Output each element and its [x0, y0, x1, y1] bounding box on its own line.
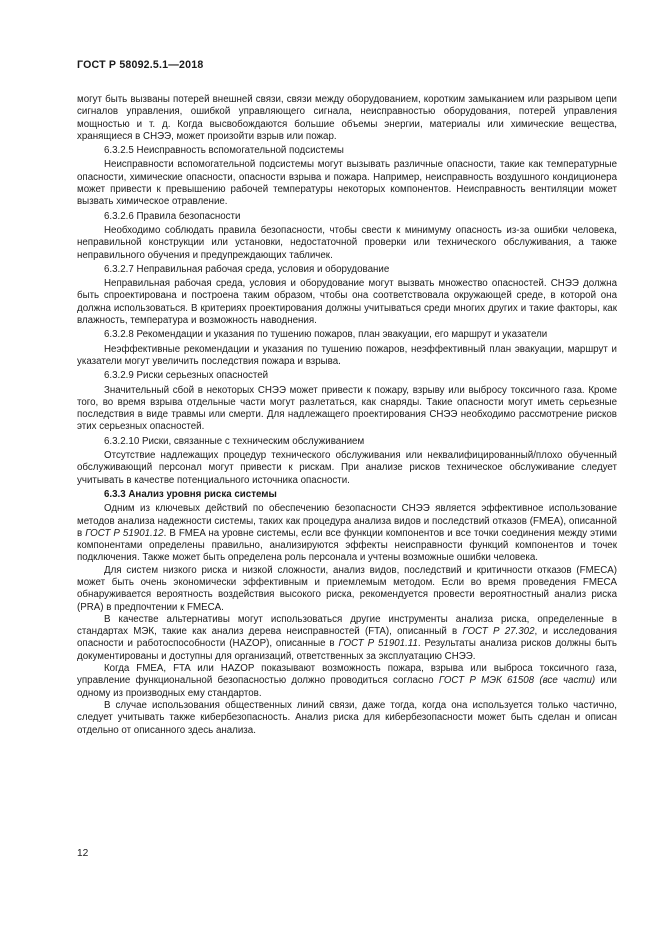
paragraph-fmea: [77, 503, 617, 564]
paragraph: Необходимо соблюдать правила безопасности, чтобы свести к минимуму опасность из-за ошибки человека, неправильной конструкции или установки, недостаточной проверки или технического обслуживания, а также неправильного обучения и предупреждающих табличек.: [77, 224, 617, 261]
page-number: 12: [77, 848, 89, 859]
paragraph-functional-safety: [77, 663, 617, 700]
document-body: [77, 94, 617, 737]
paragraph: Отсутствие надлежащих процедур технического обслуживания или неквалифицированный/плохо обученный обслуживающий персонал могут привести к рискам. При анализе рисков техническое обслуживание следует учитывать в качестве потенциального источника опасности.: [77, 450, 617, 486]
paragraph: Неправильная рабочая среда, условия и оборудование могут вызвать множество опасностей. СНЭЭ должна быть спроектирована и построена таким образом, чтобы она соответствовала окружающей среде, в которой она должна использоваться. В критериях проектирования должны учитываться среди многих других и такие факторы, как влажность, температура и возможность наводнения.: [77, 278, 617, 327]
text-run: Одним из ключевых действий по обеспечению безопасности СНЭЭ является эффективное использование методов анализа надежности системы, таких как процедура анализа видов и последствий отказов (FMEA), описанной в: [77, 503, 617, 539]
document-header: ГОСТ Р 58092.5.1—2018: [77, 59, 204, 71]
text-run: . В FMEA на уровне системы, если все функции компонентов и все точки соединения между этими компонентами определены правильно, анализируются эффекты неисправности функций компонентов и точек подключения. Также может быть определена роль персонала и учтены возможные ошибки человека.: [77, 527, 618, 564]
section-heading-6-3-3: 6.3.3 Анализ уровня риска системы: [104, 488, 277, 500]
text-run: В качестве альтернативы могут использоваться другие инструменты анализа риска, определенные в стандартах МЭК, такие как анализ дерева неисправностей (FTA), описанный в: [77, 613, 617, 638]
text-run: , и исследования опасности и работоспособности (HAZOP), описанные в: [77, 626, 617, 650]
paragraph: Неэффективные рекомендации и указания по тушению пожаров, неэффективный план эвакуации, маршрут и указатели могут увеличить последствия пожара и взрыва.: [77, 343, 617, 367]
standard-reference: ГОСТ Р 27.302: [462, 626, 535, 638]
standard-reference: ГОСТ Р 51901.11: [338, 638, 418, 650]
text-run: . Результаты анализа рисков должны быть документированы и доступны для организаций, ответственных за эксплуатацию СНЭЭ.: [77, 638, 617, 662]
section-heading-6-3-2-6: 6.3.2.6 Правила безопасности: [104, 210, 241, 222]
paragraph-continuation: могут быть вызваны потерей внешней связи, связи между оборудованием, коротким замыканием или разрывом цепи сигналов управления, ошибкой управляющего сигнала, неисправностью оборудования, потерей управления мощностью и т. д. Когда высвобождаются большие объемы энергии, материалы или химические вещества, хранящиеся в СНЭЭ, может произойти взрыв или пожар.: [77, 94, 617, 142]
paragraph-cybersecurity: В случае использования общественных линий связи, даже тогда, когда она используется только частично, следует учитывать также кибербезопасность. Анализ риска для кибербезопасности может быть сделан и описан отдельно от описанного здесь анализа.: [77, 699, 617, 736]
section-heading-6-3-2-8: 6.3.2.8 Рекомендации и указания по тушению пожаров, план эвакуации, его маршрут и указатели: [104, 329, 548, 341]
text-run: Когда FMEA, FTA или HAZOP показывают возможность пожара, взрыва или выброса токсичного газа, управление функциональной безопасностью должно проводиться согласно: [77, 663, 617, 687]
section-heading-6-3-2-10: 6.3.2.10 Риски, связанные с техническим обслуживанием: [104, 435, 365, 447]
standard-reference: ГОСТ Р 51901.12: [85, 527, 164, 539]
text-run: или одному из производных ему стандартов.: [77, 675, 617, 699]
section-heading-6-3-2-9: 6.3.2.9 Риски серьезных опасностей: [104, 370, 269, 382]
paragraph-alternatives: [77, 614, 617, 663]
paragraph: Значительный сбой в некоторых СНЭЭ может привести к пожару, взрыву или выбросу токсичного газа. Кроме того, во время взрыва отдельные части могут разлетаться, как снаряды. Такие опасности могут иметь серьезные последствия в виде травмы или смерти. Для надлежащего проектирования СНЭЭ необходимо рассмотрение рисков этих серьезных опасностей.: [77, 384, 617, 433]
section-heading-6-3-2-7: 6.3.2.7 Неправильная рабочая среда, условия и оборудование: [104, 263, 390, 275]
paragraph: Неисправности вспомогательной подсистемы могут вызывать различные опасности, такие как температурные опасности, химические опасности, опасности взрыва и пожара. Например, неисправность воздушного кондиционера может привести к превышению рабочей температуры некоторых компонентов. Неисправность вентиляции может вызвать химическое отравление.: [77, 159, 617, 208]
section-heading-6-3-2-5: 6.3.2.5 Неисправность вспомогательной подсистемы: [104, 145, 344, 157]
standard-reference: ГОСТ Р МЭК 61508 (все части): [438, 675, 596, 687]
paragraph-fmeca: Для систем низкого риска и низкой сложности, анализ видов, последствий и критичности отказов (FMECA) может быть очень экономически эффективным и приемлемым методом. Если во время проведения FMECA обнаруживается вероятность воздействия высокого риска, рекомендуется провести вероятностный анализ риска (PRA) в предпочтении к FMECA.: [77, 564, 617, 613]
